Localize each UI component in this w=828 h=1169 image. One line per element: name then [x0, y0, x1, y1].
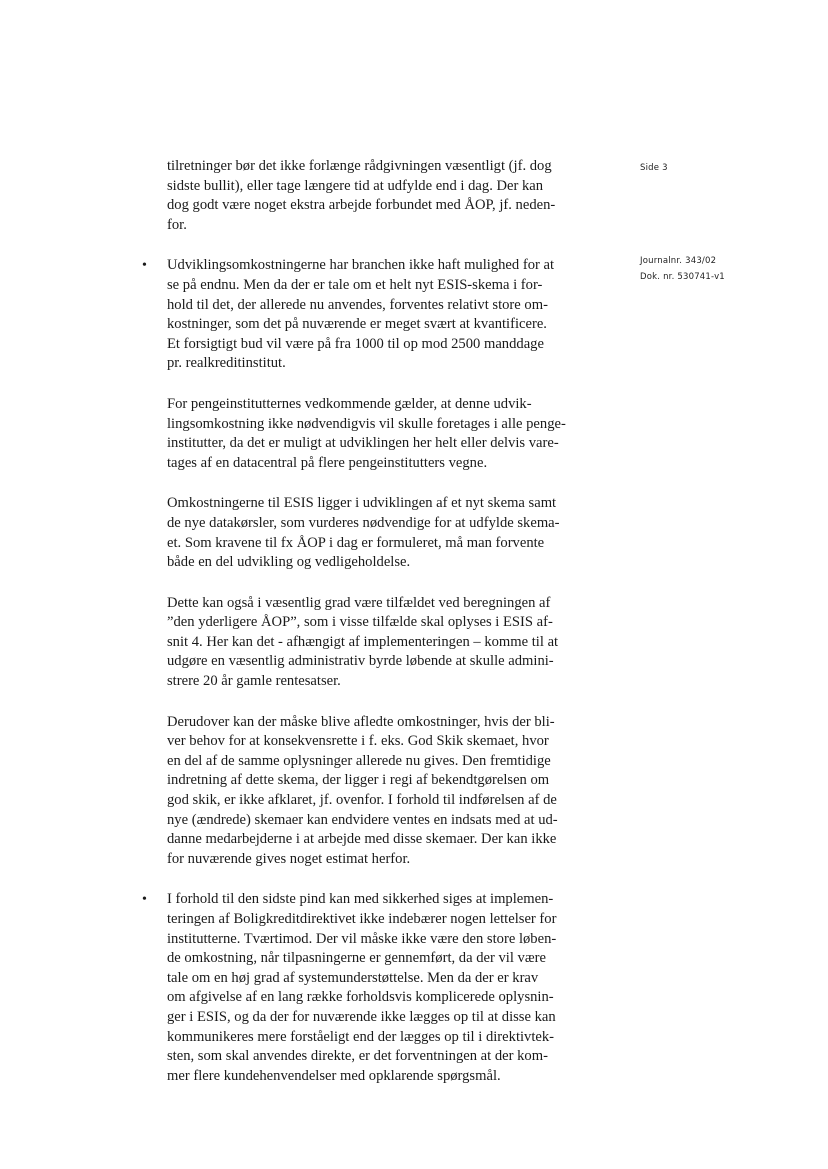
- text-line: ger i ESIS, og da der for nuværende ikke lægges op til at disse kan: [167, 1008, 556, 1025]
- paragraph: [167, 494, 600, 572]
- text-line: lingsomkostning ikke nødvendigvis vil skulle foretages i alle penge-: [167, 415, 566, 432]
- body-text: [142, 157, 600, 1086]
- paragraph: [167, 594, 600, 692]
- text-line: se på endnu. Men da der er tale om et helt nyt ESIS-skema i for-: [167, 276, 543, 293]
- text-line: tale om en høj grad af systemunderstøttelse. Men da der er krav: [167, 969, 539, 986]
- text-line: ver behov for at konsekvensrette i f. eks. God Skik skemaet, hvor: [167, 733, 549, 750]
- text-line: kostninger, som det på nuværende er meget svært at kvantificere.: [167, 316, 547, 333]
- text-line: I forhold til den sidste pind kan med sikkerhed siges at implemen-: [167, 891, 554, 908]
- text-line: pr. realkreditinstitut.: [167, 355, 286, 372]
- text-line: hold til det, der allerede nu anvendes, forventes relativt store om-: [167, 296, 548, 313]
- text-line: god skik, er ikke afklaret, jf. ovenfor. I forhold til indførelsen af de: [167, 792, 557, 809]
- text-line: ”den yderligere ÅOP”, som i visse tilfælde skal oplyses i ESIS af-: [167, 614, 553, 631]
- text-line: om afgivelse af en lang række forholdsvis komplicerede oplysnin-: [167, 989, 554, 1006]
- text-line: udgøre en væsentlig administrativ byrde løbende at skulle admini-: [167, 653, 554, 670]
- paragraph-gap: [167, 869, 600, 890]
- text-line: strere 20 år gamle rentesatser.: [167, 673, 341, 690]
- text-line: teringen af Boligkreditdirektivet ikke indebærer nogen lettelser for: [167, 911, 557, 927]
- reference-block: [640, 253, 725, 285]
- text-line: snit 4. Her kan det - afhængigt af implementeringen – komme til at: [167, 633, 559, 650]
- paragraph-gap: [167, 235, 600, 256]
- text-line: for.: [167, 216, 187, 233]
- text-line: For pengeinstitutternes vedkommende gælder, at denne udvik-: [167, 395, 532, 412]
- text-line: mer flere kundehenvendelser med opklarende spørgsmål.: [167, 1067, 501, 1084]
- text-line: Et forsigtigt bud vil være på fra 1000 til op mod 2500 manddage: [167, 335, 544, 352]
- journal-number: Journalnr. 343/02: [640, 256, 717, 266]
- text-line: sten, som skal anvendes direkte, er det forventningen at der kom-: [167, 1048, 548, 1065]
- document-number: Dok. nr. 530741-v1: [640, 272, 725, 282]
- text-line: Omkostningerne til ESIS ligger i udviklingen af et nyt skema samt: [167, 495, 557, 512]
- text-line: dog godt være noget ekstra arbejde forbundet med ÅOP, jf. neden-: [167, 197, 556, 214]
- text-line: nye (ændrede) skemaer kan endvidere ventes en indsats med at ud-: [167, 811, 558, 828]
- text-line: danne medarbejderne i at arbejde med disse skemaer. Der kan ikke: [167, 831, 557, 848]
- text-line: Dette kan også i væsentlig grad være tilfældet ved beregningen af: [167, 594, 551, 611]
- text-line: tages af en datacentral på flere pengeinstitutters vegne.: [167, 454, 488, 471]
- paragraph: [167, 157, 600, 235]
- paragraph-gap: [167, 374, 600, 395]
- text-line: en del af de samme oplysninger allerede nu gives. Den fremtidige: [167, 752, 551, 769]
- text-line: de nye datakørsler, som vurderes nødvendige for at udfylde skema-: [167, 514, 560, 531]
- text-line: tilretninger bør det ikke forlænge rådgivningen væsentligt (jf. dog: [167, 158, 552, 174]
- text-line: indretning af dette skema, der ligger i regi af bekendtgørelsen om: [167, 772, 550, 789]
- paragraph-gap: [167, 573, 600, 594]
- text-line: institutter, da det er muligt at udviklingen her helt eller delvis vare-: [167, 435, 559, 452]
- text-line: kommunikeres mere forståeligt end der lægges op til i direktivtek-: [167, 1028, 555, 1045]
- text-line: både en del udvikling og vedligeholdelse.: [167, 554, 411, 571]
- paragraph: [167, 395, 600, 473]
- text-line: sidste bullit), eller tage længere tid at udfylde end i dag. Der kan: [167, 177, 544, 194]
- paragraph-gap: [167, 473, 600, 494]
- text-line: et. Som kravene til fx ÅOP i dag er formuleret, må man forvente: [167, 534, 545, 551]
- bullet-icon: •: [142, 258, 147, 274]
- paragraph: [167, 713, 600, 870]
- text-line: Udviklingsomkostningerne har branchen ikke haft mulighed for at: [167, 257, 555, 274]
- text-line: Derudover kan der måske blive afledte omkostninger, hvis der bli-: [167, 713, 555, 730]
- page-number: Side 3: [640, 163, 668, 173]
- bullet-icon: •: [142, 892, 147, 908]
- bullet-paragraph: [142, 890, 600, 1086]
- text-line: institutterne. Tværtimod. Der vil måske ikke være den store løben-: [167, 930, 557, 947]
- bullet-paragraph: [142, 256, 600, 374]
- text-line: de omkostning, når tilpasningerne er gennemført, da der vil være: [167, 950, 546, 967]
- paragraph-gap: [167, 692, 600, 713]
- text-line: for nuværende gives noget estimat herfor.: [167, 850, 411, 867]
